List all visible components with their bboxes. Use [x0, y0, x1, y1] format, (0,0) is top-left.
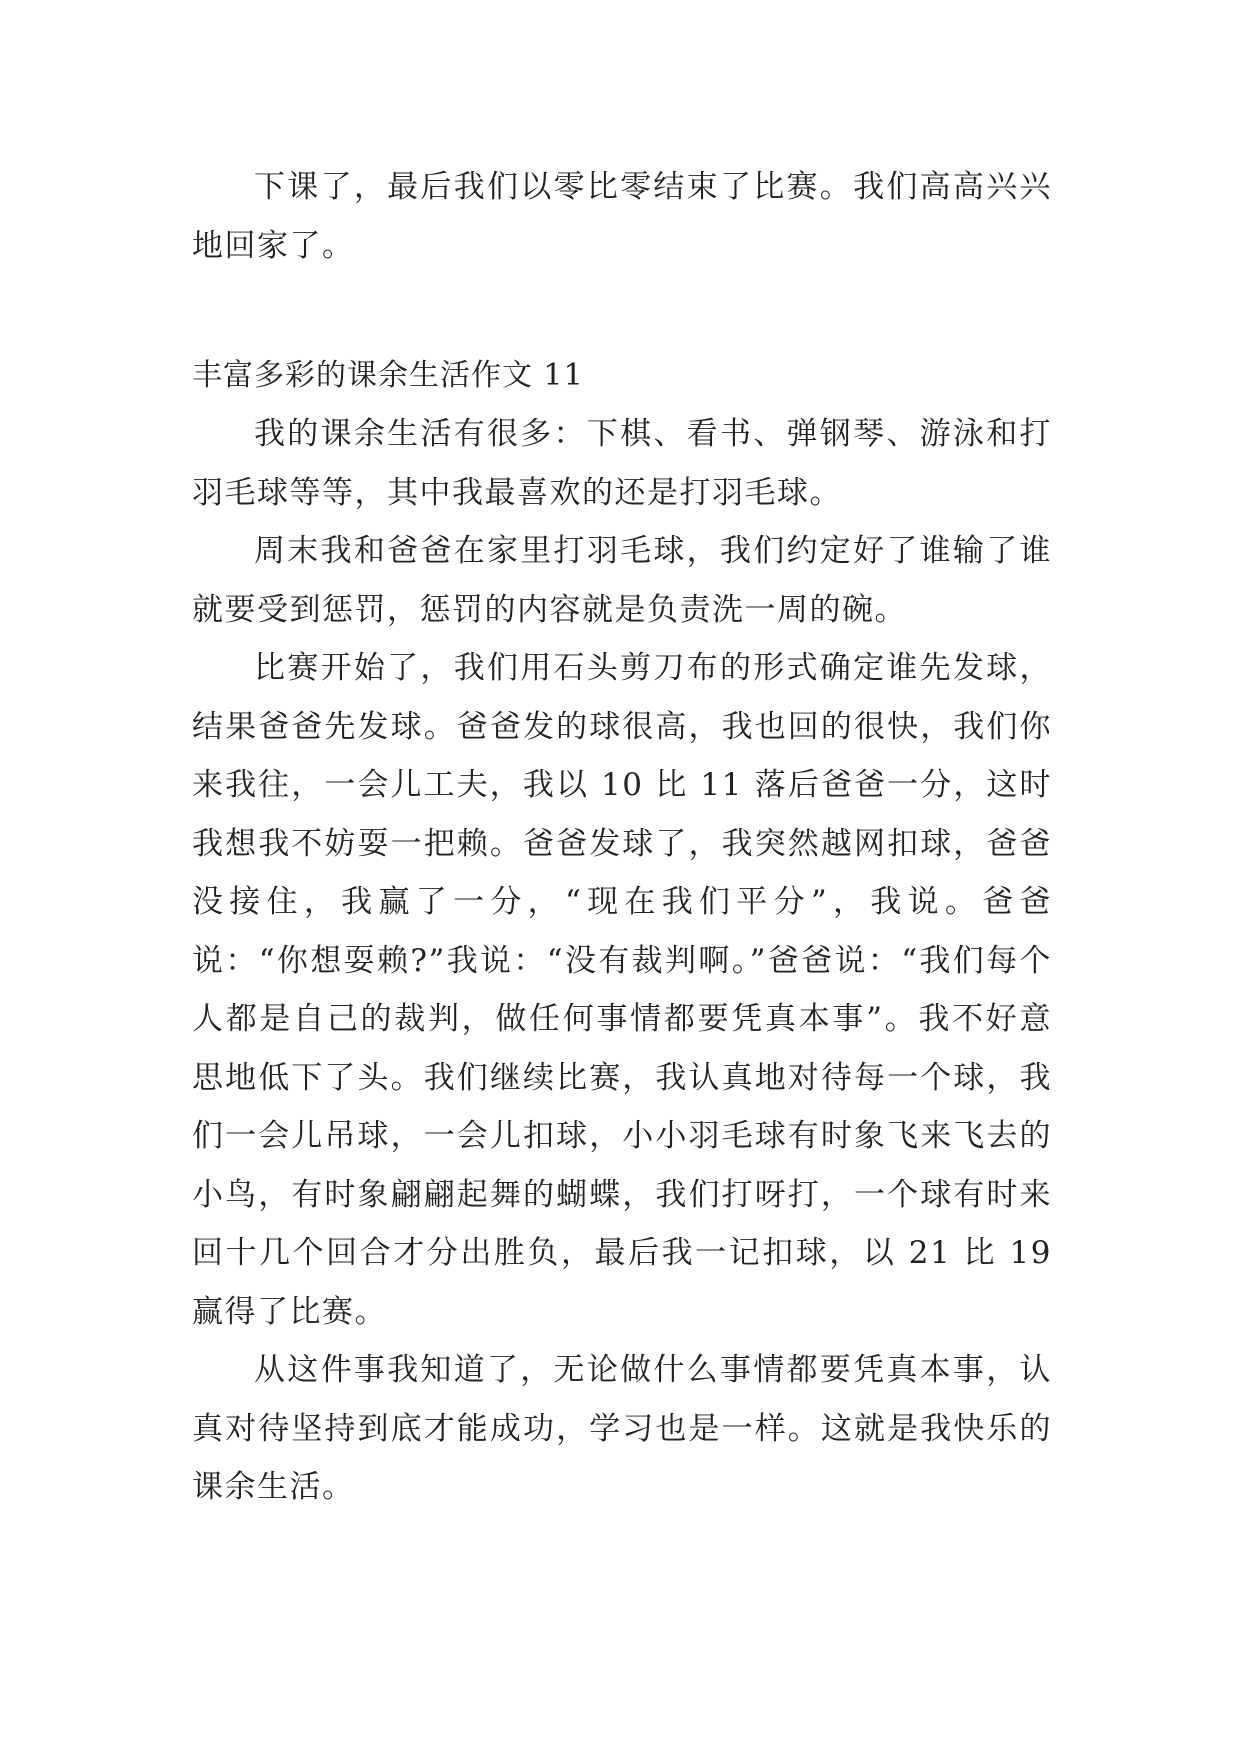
spacer	[192, 275, 1052, 347]
body-paragraph: 我的课余生活有很多：下棋、看书、弹钢琴、游泳和打羽毛球等等，其中我最喜欢的还是打羽毛球。	[192, 416, 1052, 511]
body-paragraph: 比赛开始了，我们用石头剪刀布的形式确定谁先发球，结果爸爸先发球。爸爸发的球很高，我也回的很快，我们你来我往，一会儿工夫，我以 10 比 11 落后爸爸一分，这时我想我不妨耍一把赖。爸爸发球了，我突然越网扣球，爸爸没接住，我赢了一分，“现在我们平分”，我说。爸爸说：“你想耍赖?”我说：“没有裁判啊。”爸爸说：“我们每个人都是自己的裁判，做任何事情都要凭真本事”。我不好意思地低下了头。我们继续比赛，我认真地对待每一个球，我们一会儿吊球，一会儿扣球，小小羽毛球有时象飞来飞去的小鸟，有时象翩翩起舞的蝴蝶，我们打呀打，一个球有时来回十几个回合才分出胜负，最后我一记扣球，以 21 比 19 赢得了比赛。	[192, 650, 1052, 1330]
body-paragraph: 从这件事我知道了，无论做什么事情都要凭真本事，认真对待坚持到底才能成功，学习也是一样。这就是我快乐的课余生活。	[192, 1352, 1052, 1505]
document-page	[192, 158, 1052, 1517]
section-title: 丰富多彩的课余生活作文 11	[192, 358, 584, 393]
body-paragraph: 周末我和爸爸在家里打羽毛球，我们约定好了谁输了谁就要受到惩罚，惩罚的内容就是负责洗一周的碗。	[192, 533, 1052, 628]
intro-paragraph: 下课了，最后我们以零比零结束了比赛。我们高高兴兴地回家了。	[192, 169, 1052, 264]
